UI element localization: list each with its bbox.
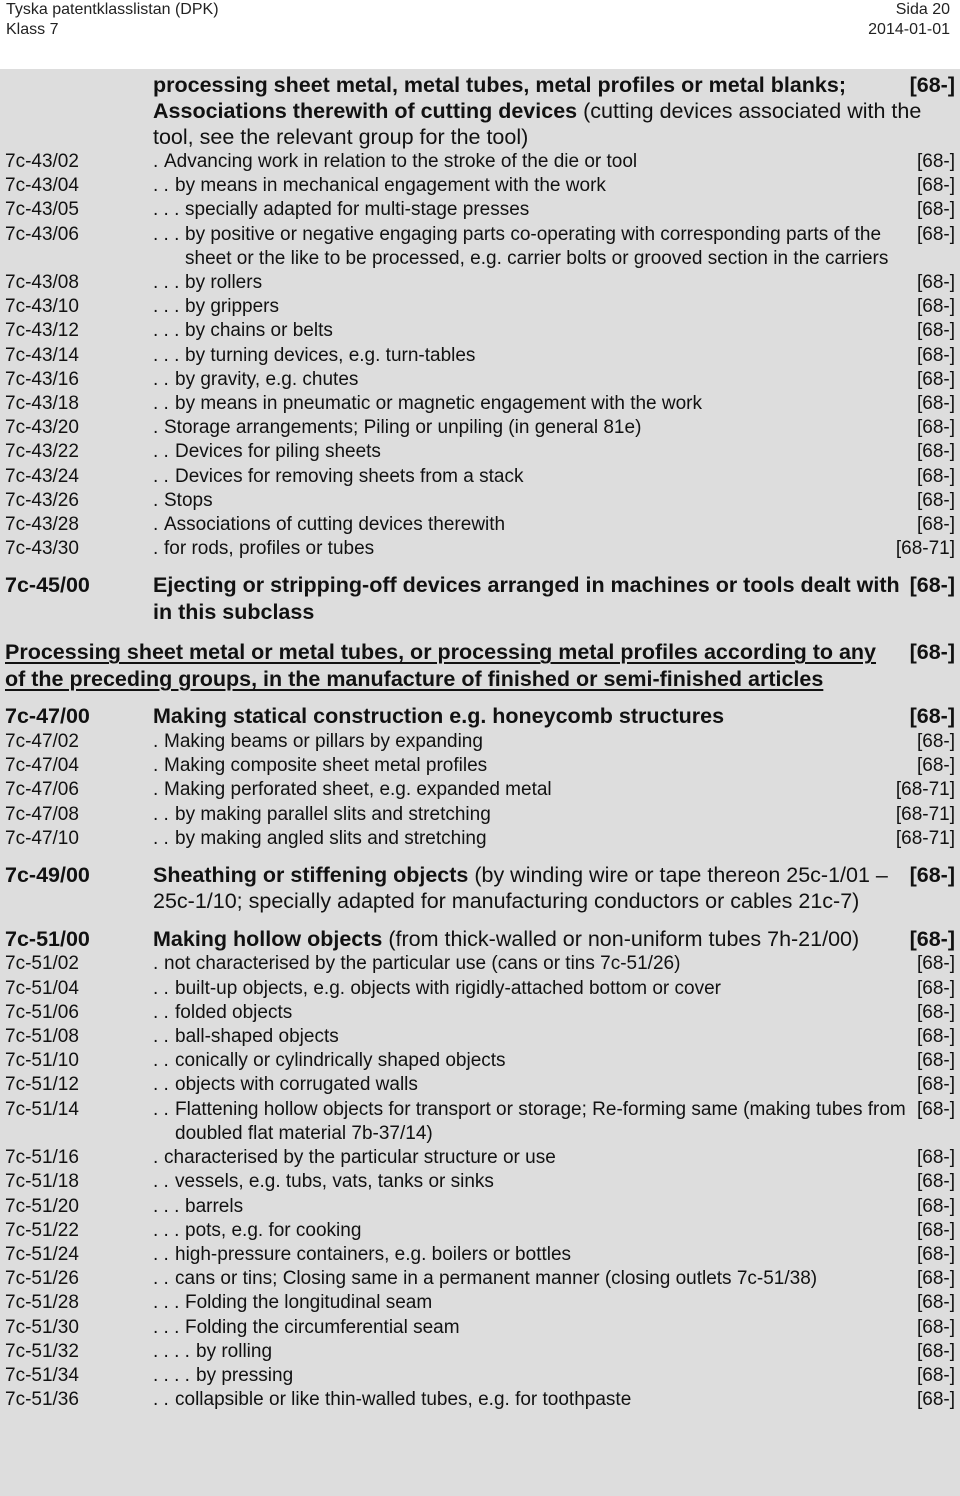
subgroup-description <box>153 1291 955 1315</box>
subgroup-code: 7c-43/04 <box>5 175 79 197</box>
subgroup-code: 7c-47/04 <box>5 755 79 777</box>
date-tag: [68-] <box>916 1268 955 1290</box>
subgroup-description <box>153 778 955 802</box>
subgroup-entry <box>0 150 960 174</box>
date-tag: [68-71] <box>895 803 955 825</box>
subgroup-code: 7c-51/34 <box>5 1364 79 1386</box>
date-tag: [68-] <box>909 704 955 729</box>
subgroup-text: high-pressure containers, e.g. boilers or bottles <box>175 1243 572 1265</box>
subgroup-description <box>153 1388 955 1412</box>
subgroup-entry <box>0 1001 960 1025</box>
subgroup-code: 7c-43/24 <box>5 465 79 487</box>
group-entry <box>0 862 960 915</box>
subgroup-text: barrels <box>185 1195 244 1217</box>
subgroup-entry <box>0 295 960 319</box>
subgroup-description <box>153 977 955 1001</box>
subgroup-description <box>153 1170 955 1194</box>
subgroup-entry <box>0 513 960 537</box>
date-tag: [68-71] <box>895 827 955 849</box>
subgroup-entry <box>0 271 960 295</box>
subgroup-text: ball-shaped objects <box>175 1026 339 1048</box>
indent-dots: . . <box>153 977 175 999</box>
date-tag: [68-] <box>916 1026 955 1048</box>
indent-dots: . <box>153 514 164 536</box>
indent-dots: . . <box>153 1389 175 1411</box>
subgroup-text: by turning devices, e.g. turn-tables <box>185 344 476 366</box>
indent-dots: . . . <box>153 1292 185 1314</box>
date-tag: [68-] <box>916 151 955 172</box>
indent-dots: . . <box>153 368 175 390</box>
subgroup-code: 7c-51/20 <box>5 1195 79 1217</box>
date-tag: [68-71] <box>895 538 955 560</box>
date-tag: [68-] <box>916 1074 955 1096</box>
subgroup-text: built-up objects, e.g. objects with rigidly-attached bottom or cover <box>175 977 721 999</box>
date-tag: [68-] <box>916 320 955 342</box>
group-code: 7c-47/00 <box>5 704 90 729</box>
indent-dots: . . <box>153 441 175 463</box>
subgroup-text: Making beams or pillars by expanding <box>164 730 483 752</box>
subgroup-code: 7c-43/20 <box>5 417 79 439</box>
date-tag: [68-] <box>909 73 955 97</box>
entry-note: (cutting devices associated with the tool, see the relevant group for the tool) <box>153 99 922 149</box>
subgroup-description <box>153 344 955 368</box>
subgroup-description <box>153 1146 955 1170</box>
indent-dots: . <box>153 151 164 172</box>
subgroup-text: by positive or negative engaging parts co-operating with corresponding parts of the sheet or the like to be processed, e.g. carrier bolts or grooved section in the carriers <box>185 223 889 269</box>
group-note: (from thick-walled or non-uniform tubes 7h-21/00) <box>382 926 860 951</box>
date-tag: [68-71] <box>895 779 955 801</box>
subgroup-text: by rollers <box>185 272 263 294</box>
subgroup-description <box>153 730 955 754</box>
subgroup-code: 7c-51/28 <box>5 1292 79 1314</box>
subgroup-entry <box>0 440 960 464</box>
subgroup-description <box>153 368 955 392</box>
group-description <box>153 572 955 625</box>
subgroup-description <box>153 1001 955 1025</box>
subgroup-text: pots, e.g. for cooking <box>185 1219 362 1241</box>
indent-dots: . <box>153 953 164 975</box>
subgroup-description <box>153 1073 955 1097</box>
subgroup-code: 7c-51/10 <box>5 1050 79 1072</box>
subgroup-description <box>153 1243 955 1267</box>
subgroup-code: 7c-51/18 <box>5 1171 79 1193</box>
group-entry <box>0 703 960 730</box>
subgroup-description <box>153 1267 955 1291</box>
indent-dots: . . <box>153 1268 175 1290</box>
subgroup-text: by making parallel slits and stretching <box>175 803 491 825</box>
subgroup-text: Devices for piling sheets <box>175 441 381 463</box>
indent-dots: . . <box>153 465 175 487</box>
subgroup-entry <box>0 174 960 198</box>
subgroup-description <box>153 952 955 976</box>
subgroup-entry <box>0 952 960 976</box>
group-code: 7c-49/00 <box>5 862 90 887</box>
group-title: Making statical construction e.g. honeycomb structures <box>153 704 725 729</box>
subgroup-text: Making composite sheet metal profiles <box>164 755 488 777</box>
subgroup-code: 7c-47/06 <box>5 779 79 801</box>
indent-dots: . . <box>153 803 175 825</box>
date-tag: [68-] <box>916 1292 955 1314</box>
subgroup-text: Devices for removing sheets from a stack <box>175 465 524 487</box>
date-tag: [68-] <box>909 926 955 951</box>
indent-dots: . . <box>153 1074 175 1096</box>
subgroup-code: 7c-43/22 <box>5 441 79 463</box>
subgroup-entry <box>0 368 960 392</box>
indent-dots: . <box>153 1147 164 1169</box>
subgroup-code: 7c-47/02 <box>5 730 79 752</box>
indent-dots: . <box>153 489 164 511</box>
indent-dots: . <box>153 538 164 560</box>
subgroup-description <box>153 440 955 464</box>
date-tag: [68-] <box>916 441 955 463</box>
section-title: Processing sheet metal or metal tubes, or processing metal profiles according to any of the preceding groups, in the manufacture of finished or semi-finished articles <box>5 640 877 691</box>
subgroup-entry <box>0 416 960 440</box>
subgroup-entry <box>0 1340 960 1364</box>
subgroup-description <box>153 150 955 174</box>
subgroup-description <box>153 223 955 271</box>
subgroup-entry <box>0 827 960 851</box>
subgroup-entry <box>0 1098 960 1146</box>
subgroup-code: 7c-43/12 <box>5 320 79 342</box>
subgroup-description <box>153 198 955 222</box>
subgroup-entry <box>0 778 960 802</box>
group-note: (by winding wire or tape thereon 25c-1/01 – 25c-1/10; specially adapted for manufacturing conductors or cables 21c-7) <box>153 862 888 914</box>
subgroup-text: Flattening hollow objects for transport or storage; Re-forming same (making tubes from doubled flat material 7b-37/14) <box>175 1098 906 1144</box>
subgroup-code: 7c-51/36 <box>5 1389 79 1411</box>
subgroup-code: 7c-43/16 <box>5 368 79 390</box>
subgroup-entry <box>0 1291 960 1315</box>
date-tag: [68-] <box>916 489 955 511</box>
indent-dots: . . . . <box>153 1364 196 1386</box>
date-tag: [68-] <box>916 368 955 390</box>
indent-dots: . . . <box>153 320 185 342</box>
indent-dots: . . . <box>153 223 185 245</box>
indent-dots: . . . <box>153 1195 185 1217</box>
group-description <box>153 862 955 915</box>
indent-dots: . . <box>153 1098 175 1120</box>
subgroup-entry <box>0 1267 960 1291</box>
date-tag: [68-] <box>916 514 955 536</box>
subgroup-code: 7c-51/26 <box>5 1268 79 1290</box>
indent-dots: . . . <box>153 344 185 366</box>
group-entry <box>0 572 960 625</box>
subgroup-description <box>153 174 955 198</box>
date-tag: [68-] <box>909 640 955 665</box>
subgroup-entry <box>0 1170 960 1194</box>
subgroup-text: Associations of cutting devices therewith <box>164 514 506 536</box>
date-tag: [68-] <box>909 573 955 598</box>
subgroup-description <box>153 489 955 513</box>
subgroup-description <box>153 1364 955 1388</box>
subgroup-code: 7c-51/16 <box>5 1147 79 1169</box>
date-tag: [68-] <box>916 730 955 752</box>
subgroup-text: not characterised by the particular use (cans or tins 7c-51/26) <box>164 953 681 975</box>
subgroup-code: 7c-51/12 <box>5 1074 79 1096</box>
indent-dots: . . <box>153 1050 175 1072</box>
subgroup-entry <box>0 223 960 271</box>
date-tag: [68-] <box>916 393 955 415</box>
subgroup-description <box>153 513 955 537</box>
date-tag: [68-] <box>916 1340 955 1362</box>
date-tag: [68-] <box>916 1147 955 1169</box>
subgroup-code: 7c-51/08 <box>5 1026 79 1048</box>
subgroup-entry <box>0 1195 960 1219</box>
subgroup-description <box>153 392 955 416</box>
document-title: Tyska patentklasslistan (DPK) <box>6 1 219 18</box>
subgroup-description <box>153 295 955 319</box>
subgroup-description <box>153 1195 955 1219</box>
subgroup-text: cans or tins; Closing same in a permanent manner (closing outlets 7c-51/38) <box>175 1268 818 1290</box>
subgroup-code: 7c-51/06 <box>5 1001 79 1023</box>
subgroup-entry <box>0 489 960 513</box>
subgroup-description <box>153 416 955 440</box>
subgroup-text: folded objects <box>175 1001 293 1023</box>
group-entry <box>0 926 960 953</box>
subgroup-code: 7c-47/10 <box>5 827 79 849</box>
header-left <box>6 0 219 40</box>
subgroup-entry <box>0 1146 960 1170</box>
subgroup-entry <box>0 198 960 222</box>
date-tag: [68-] <box>916 223 955 245</box>
date-tag: [68-] <box>916 1364 955 1386</box>
subgroup-code: 7c-51/24 <box>5 1243 79 1265</box>
subgroup-entry <box>0 1388 960 1412</box>
subgroup-text: Folding the circumferential seam <box>185 1316 460 1338</box>
subgroup-code: 7c-43/18 <box>5 393 79 415</box>
subgroup-code: 7c-51/22 <box>5 1219 79 1241</box>
subgroup-description <box>153 1219 955 1243</box>
group-title: Sheathing or stiffening objects <box>153 862 469 887</box>
subgroup-entry <box>0 465 960 489</box>
subgroup-text: Making perforated sheet, e.g. expanded metal <box>164 779 552 801</box>
date-tag: [68-] <box>916 1171 955 1193</box>
page-header <box>6 0 950 44</box>
subgroup-code: 7c-51/32 <box>5 1340 79 1362</box>
subgroup-text: Stops <box>164 489 213 511</box>
subgroup-entry <box>0 537 960 561</box>
date-tag: [68-] <box>916 175 955 197</box>
subgroup-text: objects with corrugated walls <box>175 1074 418 1096</box>
group-title: Ejecting or stripping-off devices arranged in machines or tools dealt with in this subclass <box>153 573 900 624</box>
indent-dots: . . . <box>153 296 185 318</box>
subgroup-code: 7c-43/30 <box>5 538 79 560</box>
subgroup-text: Folding the longitudinal seam <box>185 1292 433 1314</box>
subgroup-description <box>153 1340 955 1364</box>
subgroup-text: collapsible or like thin-walled tubes, e.g. for toothpaste <box>175 1389 632 1411</box>
indent-dots: . . . <box>153 272 185 294</box>
group-code: 7c-45/00 <box>5 573 90 598</box>
subgroup-text: specially adapted for multi-stage presses <box>185 199 530 221</box>
klass-label: Klass 7 <box>6 21 59 38</box>
date-tag: [68-] <box>916 1316 955 1338</box>
subgroup-text: characterised by the particular structure or use <box>164 1147 556 1169</box>
indent-dots: . . <box>153 175 175 197</box>
subgroup-code: 7c-51/04 <box>5 977 79 999</box>
date-tag: [68-] <box>916 199 955 221</box>
date-tag: [68-] <box>916 344 955 366</box>
subgroup-description <box>153 1098 955 1146</box>
date-tag: [68-] <box>916 755 955 777</box>
indent-dots: . . <box>153 1026 175 1048</box>
subgroup-entry <box>0 730 960 754</box>
subgroup-text: by means in pneumatic or magnetic engagement with the work <box>175 393 702 415</box>
subgroup-description <box>153 1316 955 1340</box>
indent-dots: . <box>153 730 164 752</box>
date-tag: [68-] <box>916 417 955 439</box>
subgroup-code: 7c-51/30 <box>5 1316 79 1338</box>
subgroup-description <box>153 465 955 489</box>
date-tag: [68-] <box>909 862 955 887</box>
subgroup-code: 7c-43/10 <box>5 296 79 318</box>
indent-dots: . . <box>153 827 175 849</box>
date-tag: [68-] <box>916 272 955 294</box>
continued-entry <box>0 72 960 150</box>
subgroup-entry <box>0 977 960 1001</box>
subgroup-entry <box>0 1025 960 1049</box>
subgroup-entry <box>0 344 960 368</box>
indent-dots: . . . <box>153 1219 185 1241</box>
subgroup-text: by means in mechanical engagement with the work <box>175 175 606 197</box>
subgroup-text: by gravity, e.g. chutes <box>175 368 359 390</box>
date-tag: [68-] <box>916 953 955 975</box>
subgroup-entry <box>0 392 960 416</box>
indent-dots: . . . <box>153 199 185 221</box>
date-tag: [68-] <box>916 977 955 999</box>
group-description <box>153 926 955 953</box>
group-code: 7c-51/00 <box>5 926 90 951</box>
subgroup-code: 7c-43/08 <box>5 272 79 294</box>
subgroup-text: by chains or belts <box>185 320 333 342</box>
subgroup-text: Advancing work in relation to the stroke of the die or tool <box>164 151 638 172</box>
subgroup-entry <box>0 803 960 827</box>
page-number: Sida 20 <box>895 1 950 18</box>
classification-list <box>0 72 960 1412</box>
subgroup-code: 7c-43/06 <box>5 223 79 245</box>
subgroup-text: by pressing <box>196 1364 294 1386</box>
subgroup-description <box>153 827 955 851</box>
date-tag: [68-] <box>916 1001 955 1023</box>
indent-dots: . . . . <box>153 1340 196 1362</box>
subgroup-entry <box>0 1364 960 1388</box>
indent-dots: . <box>153 779 164 801</box>
subgroup-text: by making angled slits and stretching <box>175 827 487 849</box>
document-date: 2014-01-01 <box>868 21 950 38</box>
date-tag: [68-] <box>916 1243 955 1265</box>
subgroup-code: 7c-51/14 <box>5 1098 79 1120</box>
group-description <box>153 703 955 730</box>
subgroup-code: 7c-51/02 <box>5 953 79 975</box>
subgroup-text: by grippers <box>185 296 279 318</box>
subgroup-description <box>153 754 955 778</box>
subgroup-entry <box>0 754 960 778</box>
indent-dots: . . <box>153 393 175 415</box>
subgroup-description <box>153 1049 955 1073</box>
group-title: Making hollow objects <box>153 926 383 951</box>
entry-title: processing sheet metal, metal tubes, metal profiles or metal blanks; Associations therewith of cutting devices <box>153 73 846 123</box>
date-tag: [68-] <box>916 1195 955 1217</box>
indent-dots: . . <box>153 1171 175 1193</box>
header-right <box>868 0 950 40</box>
subgroup-entry <box>0 1243 960 1267</box>
date-tag: [68-] <box>916 465 955 487</box>
subgroup-entry <box>0 1219 960 1243</box>
date-tag: [68-] <box>916 1050 955 1072</box>
subgroup-description <box>153 271 955 295</box>
subgroup-code: 7c-43/02 <box>5 151 79 172</box>
subgroup-entry <box>0 1316 960 1340</box>
indent-dots: . . <box>153 1001 175 1023</box>
date-tag: [68-] <box>916 1098 955 1120</box>
subgroup-code: 7c-43/26 <box>5 489 79 511</box>
indent-dots: . <box>153 417 164 439</box>
subgroup-description <box>153 803 955 827</box>
subgroup-code: 7c-43/28 <box>5 514 79 536</box>
subgroup-description <box>153 1025 955 1049</box>
subgroup-description <box>153 319 955 343</box>
subgroup-text: for rods, profiles or tubes <box>164 538 375 560</box>
subgroup-text: conically or cylindrically shaped objects <box>175 1050 506 1072</box>
date-tag: [68-] <box>916 1219 955 1241</box>
indent-dots: . . . <box>153 1316 185 1338</box>
subgroup-code: 7c-47/08 <box>5 803 79 825</box>
subgroup-entry <box>0 319 960 343</box>
indent-dots: . . <box>153 1243 175 1265</box>
subgroup-text: vessels, e.g. tubs, vats, tanks or sinks <box>175 1171 494 1193</box>
subgroup-code: 7c-43/05 <box>5 199 79 221</box>
subgroup-entry <box>0 1073 960 1097</box>
date-tag: [68-] <box>916 1389 955 1411</box>
subgroup-entry <box>0 1049 960 1073</box>
subgroup-code: 7c-43/14 <box>5 344 79 366</box>
subgroup-text: Storage arrangements; Piling or unpiling (in general 81e) <box>164 417 642 439</box>
date-tag: [68-] <box>916 296 955 318</box>
subgroup-description <box>153 537 955 561</box>
indent-dots: . <box>153 755 164 777</box>
section-heading <box>5 639 955 692</box>
subgroup-text: by rolling <box>196 1340 273 1362</box>
